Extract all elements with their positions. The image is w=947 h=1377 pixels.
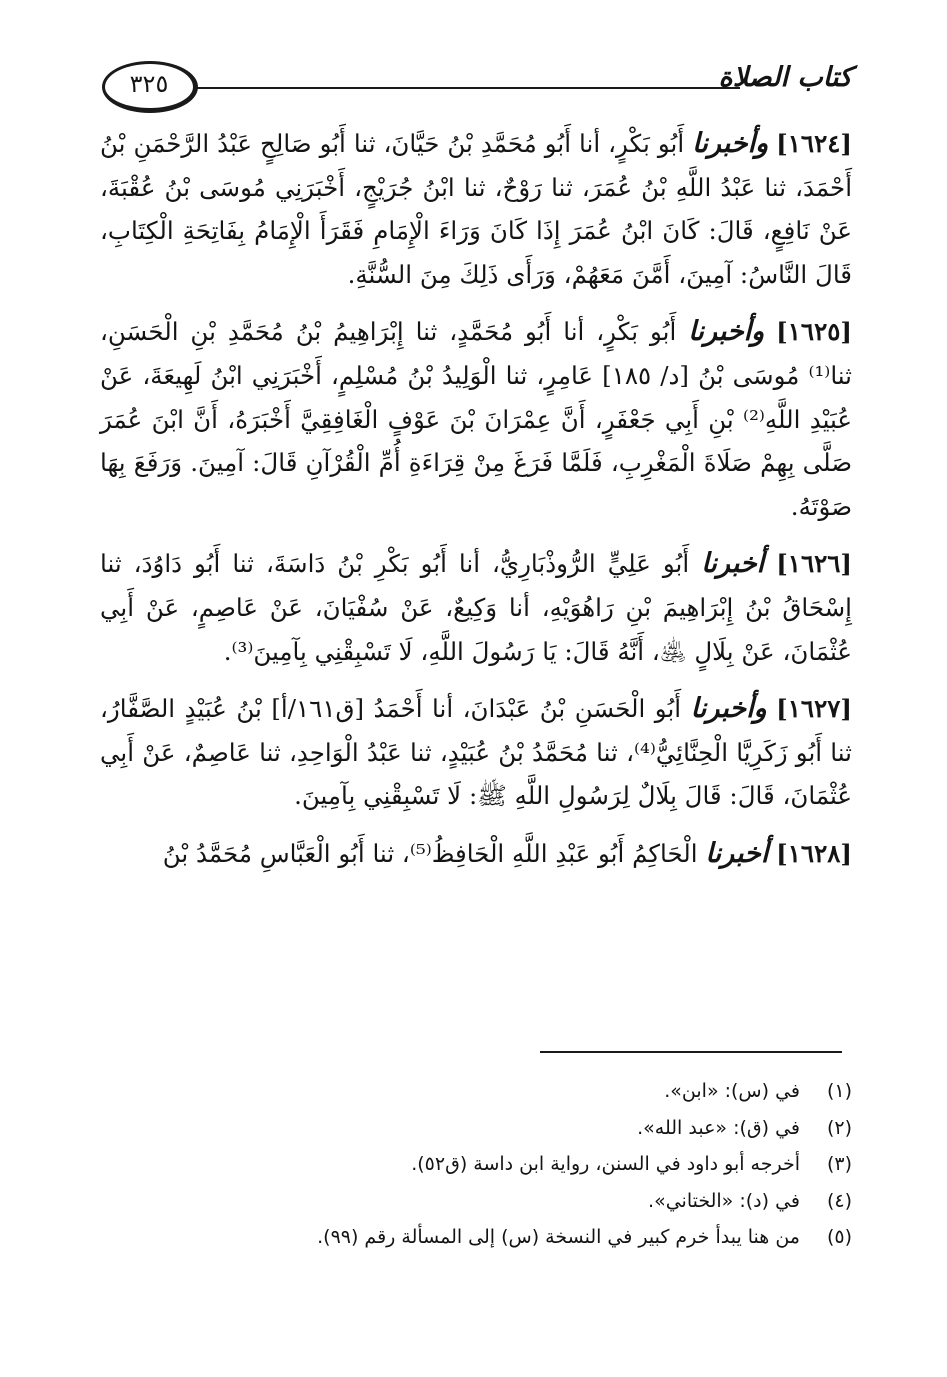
hadith-verb: أخبرنا xyxy=(701,548,765,580)
footnote-separator xyxy=(540,1051,842,1053)
hadith-verb: وأخبرنا xyxy=(690,693,767,725)
hadith-number: [١٦٢٤] xyxy=(776,129,852,158)
footnote-mark: (٣) xyxy=(826,1153,852,1175)
hadith-text: أَبُو عَلِيٍّ الرُّوذْبَارِيُّ، أنا أَبُو بَكْرِ بْنُ دَاسَةَ، ثنا أَبُو دَاوُدَ، ثنا إِسْحَاقُ بْنُ إِبْرَاهِيمَ بْنِ رَاهُوَيْهِ، أنا وَكِيعٌ، عَنْ سُفْيَانَ، عَنْ عَاصِمٍ، عَنْ أَبِي عُثْمَانَ، عَنْ بِلَالٍ ﵁، أَنَّهُ قَالَ: يَا رَسُولَ اللَّهِ، لَا تَسْبِقْنِي بِآمِينَ⁽³⁾. xyxy=(100,549,852,666)
running-title: كتاب الصلاة xyxy=(718,62,852,93)
footnote-1 xyxy=(100,1073,852,1110)
main-text xyxy=(100,122,852,890)
page-header xyxy=(100,58,852,114)
hadith-number: [١٦٢٥] xyxy=(776,317,852,347)
hadith-verb: أخبرنا xyxy=(705,837,769,869)
page-number: ٣٢٥ xyxy=(129,70,169,98)
footnote-mark: (٤) xyxy=(826,1189,852,1212)
hadith-text: أَبُو بَكْرٍ، أنا أَبُو مُحَمَّدٍ، ثنا إِبْرَاهِيمُ بْنُ مُحَمَّدِ بْنِ الْحَسَنِ، ثنا⁽¹⁾ مُوسَى بْنُ [د/ ١٨٥] عَامِرٍ، ثنا الْوَلِيدُ بْنُ مُسْلِمٍ، أَخْبَرَنِي ابْنُ لَهِيعَةَ، عَنْ عُبَيْدِ اللَّهِ⁽²⁾ بْنِ أَبِي جَعْفَرٍ، أَنَّ عِمْرَانَ بْنَ عَوْفٍ الْغَافِقِيَّ أَخْبَرَهُ، أَنَّ ابْنَ عُمَرَ صَلَّى بِهِمْ صَلَاةَ الْمَغْرِبِ، فَلَمَّا فَرَغَ مِنْ قِرَاءَةِ أُمِّ الْقُرْآنِ قَالَ: آمِينَ. وَرَفَعَ بِهَا صَوْتَهُ. xyxy=(100,317,852,521)
footnote-text: أخرجه أبو داود في السنن، رواية ابن داسة (ق٥٢). xyxy=(411,1153,800,1175)
footnote-mark: (٢) xyxy=(826,1116,852,1139)
hadith-1625 xyxy=(100,310,852,528)
hadith-number: [١٦٢٧] xyxy=(776,694,852,724)
footnote-3 xyxy=(100,1146,852,1183)
hadith-1624 xyxy=(100,122,852,296)
hadith-verb: وأخبرنا xyxy=(692,128,769,159)
footnote-2 xyxy=(100,1110,852,1147)
hadith-1626 xyxy=(100,542,852,673)
page-number-badge xyxy=(102,61,198,113)
hadith-text: أَبُو بَكْرٍ، أنا أَبُو مُحَمَّدِ بْنُ حَيَّانَ، ثنا أَبُو صَالِحٍ عَبْدُ الرَّحْمَنِ بْنُ أَحْمَدَ، ثنا عَبْدُ اللَّهِ بْنُ عُمَرَ، ثنا رَوْحٌ، ثنا ابْنُ جُرَيْجٍ، أَخْبَرَنِي مُوسَى بْنُ عُقْبَةَ، عَنْ نَافِعٍ، قَالَ: كَانَ ابْنُ عُمَرَ إِذَا كَانَ وَرَاءَ الْإِمَامِ فَقَرَأَ الْإِمَامُ بِفَاتِحَةِ الْكِتَابِ، قَالَ النَّاسُ: آمِينَ، أَمَّنَ مَعَهُمْ، وَرَأَى ذَلِكَ مِنَ السُّنَّةِ. xyxy=(100,129,852,289)
hadith-verb: وأخبرنا xyxy=(688,316,765,348)
footnote-text: في (ق): «عبد الله». xyxy=(637,1116,800,1139)
hadith-text: الْحَاكِمُ أَبُو عَبْدِ اللَّهِ الْحَافِظُ⁽⁵⁾، ثنا أَبُو الْعَبَّاسِ مُحَمَّدُ بْنُ xyxy=(162,838,698,868)
hadith-number: [١٦٢٦] xyxy=(776,549,853,579)
header-rule xyxy=(196,87,740,89)
hadith-1628 xyxy=(100,832,852,876)
hadith-1627 xyxy=(100,687,852,818)
footnote-mark: (١) xyxy=(826,1080,852,1102)
footnote-text: في (س): «ابن». xyxy=(664,1080,800,1102)
footnotes xyxy=(100,1073,852,1256)
hadith-text: أَبُو الْحَسَنِ بْنُ عَبْدَانَ، أنا أَحْمَدُ [ق١٦١/أ] بْنُ عُبَيْدٍ الصَّفَّارُ، ثنا أَبُو زَكَرِيَّا الْحِنَّائِيُّ⁽⁴⁾، ثنا مُحَمَّدُ بْنُ عُبَيْدٍ، ثنا عَبْدُ الْوَاحِدِ، ثنا عَاصِمٌ، عَنْ أَبِي عُثْمَانَ، قَالَ: قَالَ بِلَالٌ لِرَسُولِ اللَّهِ ﷺ: لَا تَسْبِقْنِي بِآمِينَ. xyxy=(100,694,852,811)
footnote-text: من هنا يبدأ خرم كبير في النسخة (س) إلى المسألة رقم (٩٩). xyxy=(317,1226,800,1248)
footnote-text: في (د): «الختاني». xyxy=(648,1189,800,1212)
footnote-4 xyxy=(100,1183,852,1220)
footnote-5 xyxy=(100,1219,852,1256)
hadith-number: [١٦٢٨] xyxy=(776,838,852,868)
footnote-mark: (٥) xyxy=(826,1226,852,1248)
